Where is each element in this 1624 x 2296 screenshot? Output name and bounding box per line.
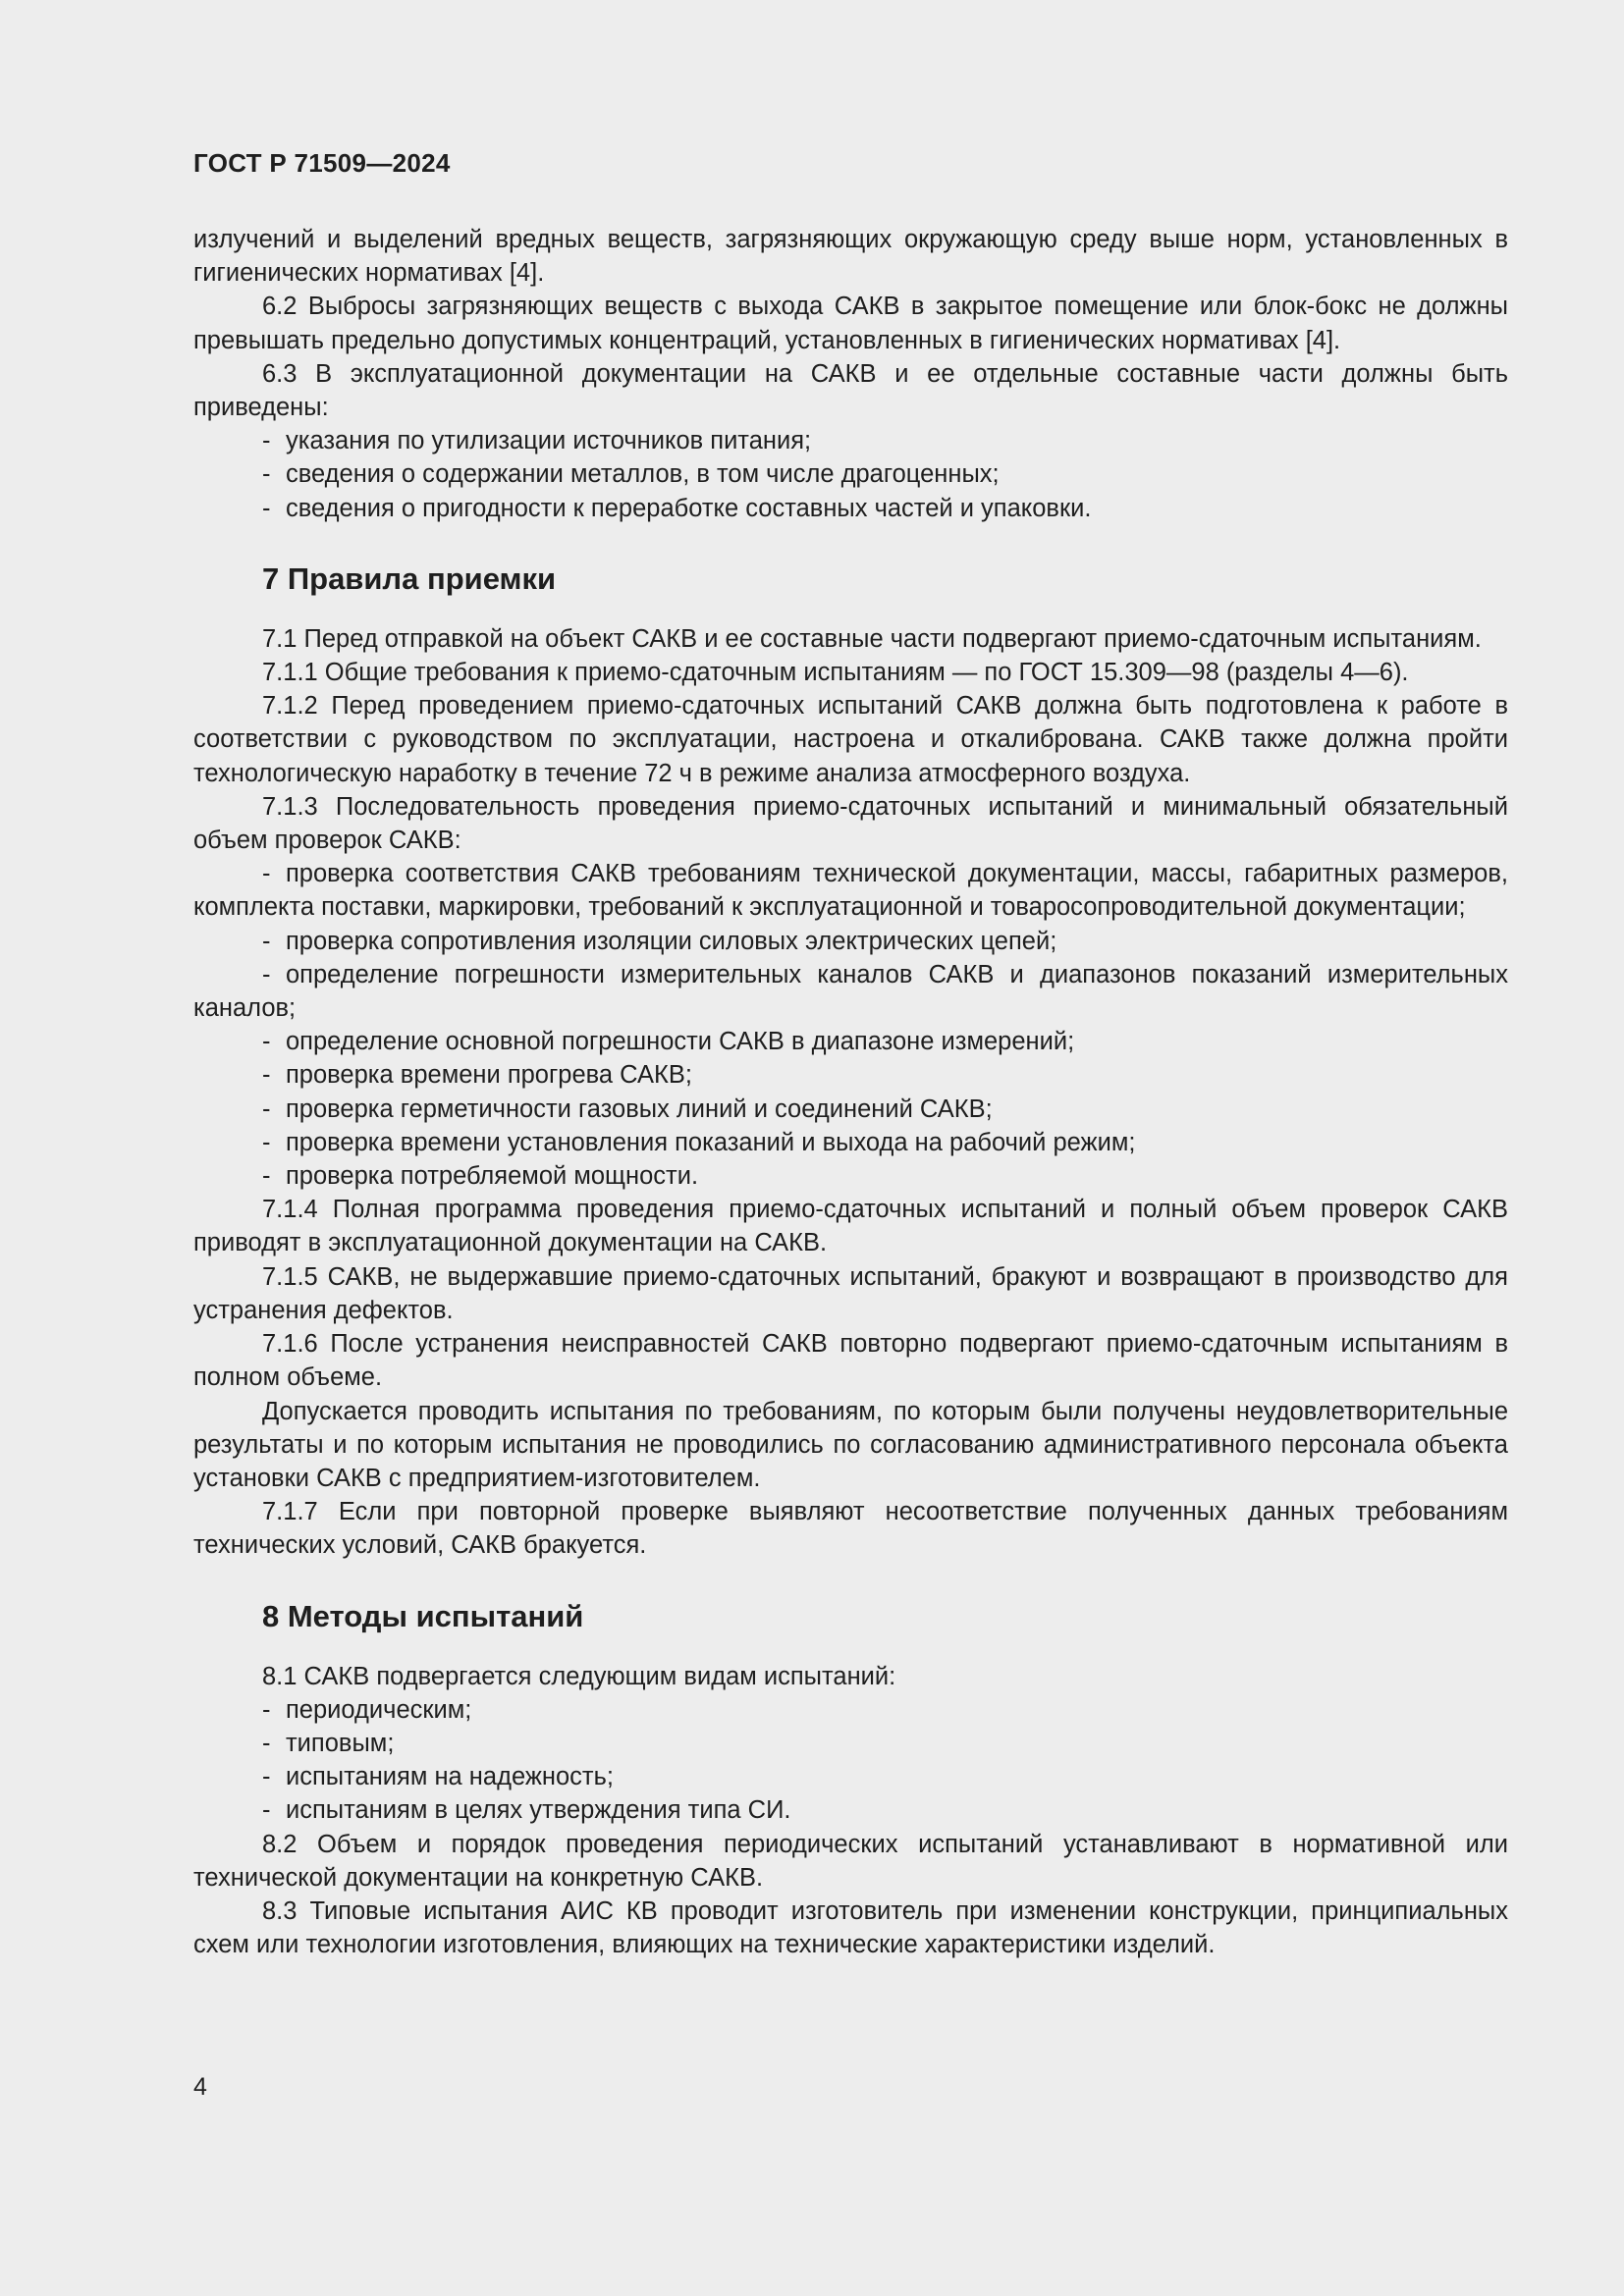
paragraph: 8.2 Объем и порядок проведения периодических испытаний устанавливают в нормативной или технической документации на конкретную САКВ. [193,1830,1508,1892]
list-dash: - [262,1763,271,1791]
paragraph: 7.1.5 САКВ, не выдержавшие приемо-сдаточных испытаний, бракуют и возвращают в производство для устранения дефектов. [193,1262,1508,1324]
paragraph: 7.1.7 Если при повторной проверке выявляют несоответствие полученных данных требованиям технических условий, САКВ бракуется. [193,1498,1508,1560]
paragraph: 6.3 В эксплуатационной документации на САКВ и ее отдельные составные части должны быть приведены: [193,359,1508,422]
paragraph: 7.1.6 После устранения неисправностей САКВ повторно подвергают приемо-сдаточным испытаниям в полном объеме. [193,1330,1508,1392]
list-item-text: определение основной погрешности САКВ в диапазоне измерений; [286,1028,1075,1056]
list-item-text: определение погрешности измерительных каналов САКВ и диапазонов показаний измерительных каналов; [193,960,1508,1023]
list-item-text: испытаниям в целях утверждения типа СИ. [286,1796,791,1825]
list-dash: - [262,427,271,455]
list-item-text: проверка соответствия САКВ требованиям технической документации, массы, габаритных размеров, комплекта поставки, маркировки, требований к эксплуатационной и товаросопроводительной документации; [193,860,1508,922]
list-item [193,492,1508,525]
list-item-text: сведения о содержании металлов, в том числе драгоценных; [286,460,1000,489]
paragraph: 7.1.3 Последовательность проведения приемо-сдаточных испытаний и минимальный обязательный объем проверок САКВ: [193,792,1508,855]
paragraph: 6.2 Выбросы загрязняющих веществ с выхода САКВ в закрытое помещение или блок-бокс не должны превышать предельно допустимых концентраций, установленных в гигиенических нормативах [4]. [193,293,1508,354]
paragraph: 8.3 Типовые испытания АИС КВ проводит изготовитель при изменении конструкции, принципиальных схем или технологии изготовления, влияющих на технические характеристики изделий. [193,1896,1508,1959]
list-item-text: периодическим; [286,1695,472,1724]
list-item [193,1025,1508,1058]
list-item-text: типовым; [286,1729,395,1757]
document-body [193,223,1508,1961]
list-item [193,1126,1508,1159]
list-dash: - [262,1028,271,1056]
list-item-text: проверка времени установления показаний и выхода на рабочий режим; [286,1128,1136,1156]
list-dash: - [262,927,271,955]
list-item-text: проверка сопротивления изоляции силовых электрических цепей; [286,927,1057,955]
list-dash: - [262,1695,271,1724]
section-heading: 7 Правила приемки [262,561,557,596]
list-item [193,424,1508,457]
list-dash: - [262,960,271,988]
list-dash: - [262,1095,271,1123]
list-dash: - [262,1729,271,1757]
section-spacer [193,1634,1508,1660]
list-item [193,1058,1508,1092]
list-item [193,1793,1508,1827]
list-item [193,958,1508,1025]
list-item-text: указания по утилизации источников питания; [286,427,812,455]
list-item [193,1693,1508,1727]
page-number: 4 [193,2073,207,2101]
list-item [193,1093,1508,1126]
list-dash: - [262,460,271,489]
list-item [193,857,1508,924]
list-dash: - [262,1128,271,1156]
list-dash: - [262,860,271,888]
paragraph: 7.1.4 Полная программа проведения приемо-сдаточных испытаний и полный объем проверок САКВ приводят в эксплуатационной документации на САКВ. [193,1196,1508,1257]
paragraph: 7.1.1 Общие требования к приемо-сдаточным испытаниям — по ГОСТ 15.309—98 (разделы 4—6). [262,659,1409,687]
section-spacer [193,597,1508,622]
list-dash: - [262,1061,271,1090]
paragraph: 8.1 САКВ подвергается следующим видам испытаний: [262,1662,896,1690]
paragraph: 7.1.2 Перед проведением приемо-сдаточных испытаний САКВ должна быть подготовлена к работе в соответствии с руководством по эксплуатации, настроена и откалибрована. САКВ также должна пройти технологическую наработку в течение 72 ч в режиме анализа атмосферного воздуха. [193,692,1508,787]
list-item-text: испытаниям на надежность; [286,1763,614,1791]
list-item-text: сведения о пригодности к переработке составных частей и упаковки. [286,494,1092,522]
list-item [193,457,1508,491]
document-header: ГОСТ Р 71509—2024 [193,148,451,178]
paragraph: 7.1 Перед отправкой на объект САКВ и ее составные части подвергают приемо-сдаточным испытаниям. [262,624,1482,653]
paragraph: излучений и выделений вредных веществ, загрязняющих окружающую среду выше норм, установленных в гигиенических нормативах [4]. [193,226,1508,288]
list-item [193,1727,1508,1760]
paragraph: Допускается проводить испытания по требованиям, по которым были получены неудовлетворительные результаты и по которым испытания не проводились по согласованию административного персонала объекта установки САКВ с предприятием-изготовителем. [193,1397,1508,1492]
section-spacer [193,1563,1508,1599]
list-item [193,1159,1508,1193]
section-spacer [193,525,1508,561]
list-item-text: проверка потребляемой мощности. [286,1162,699,1191]
list-item-text: проверка времени прогрева САКВ; [286,1061,692,1090]
list-item-text: проверка герметичности газовых линий и соединений САКВ; [286,1095,993,1123]
section-heading: 8 Методы испытаний [262,1598,584,1633]
list-dash: - [262,494,271,522]
list-item [193,1760,1508,1793]
list-dash: - [262,1162,271,1191]
list-item [193,925,1508,958]
list-dash: - [262,1796,271,1825]
